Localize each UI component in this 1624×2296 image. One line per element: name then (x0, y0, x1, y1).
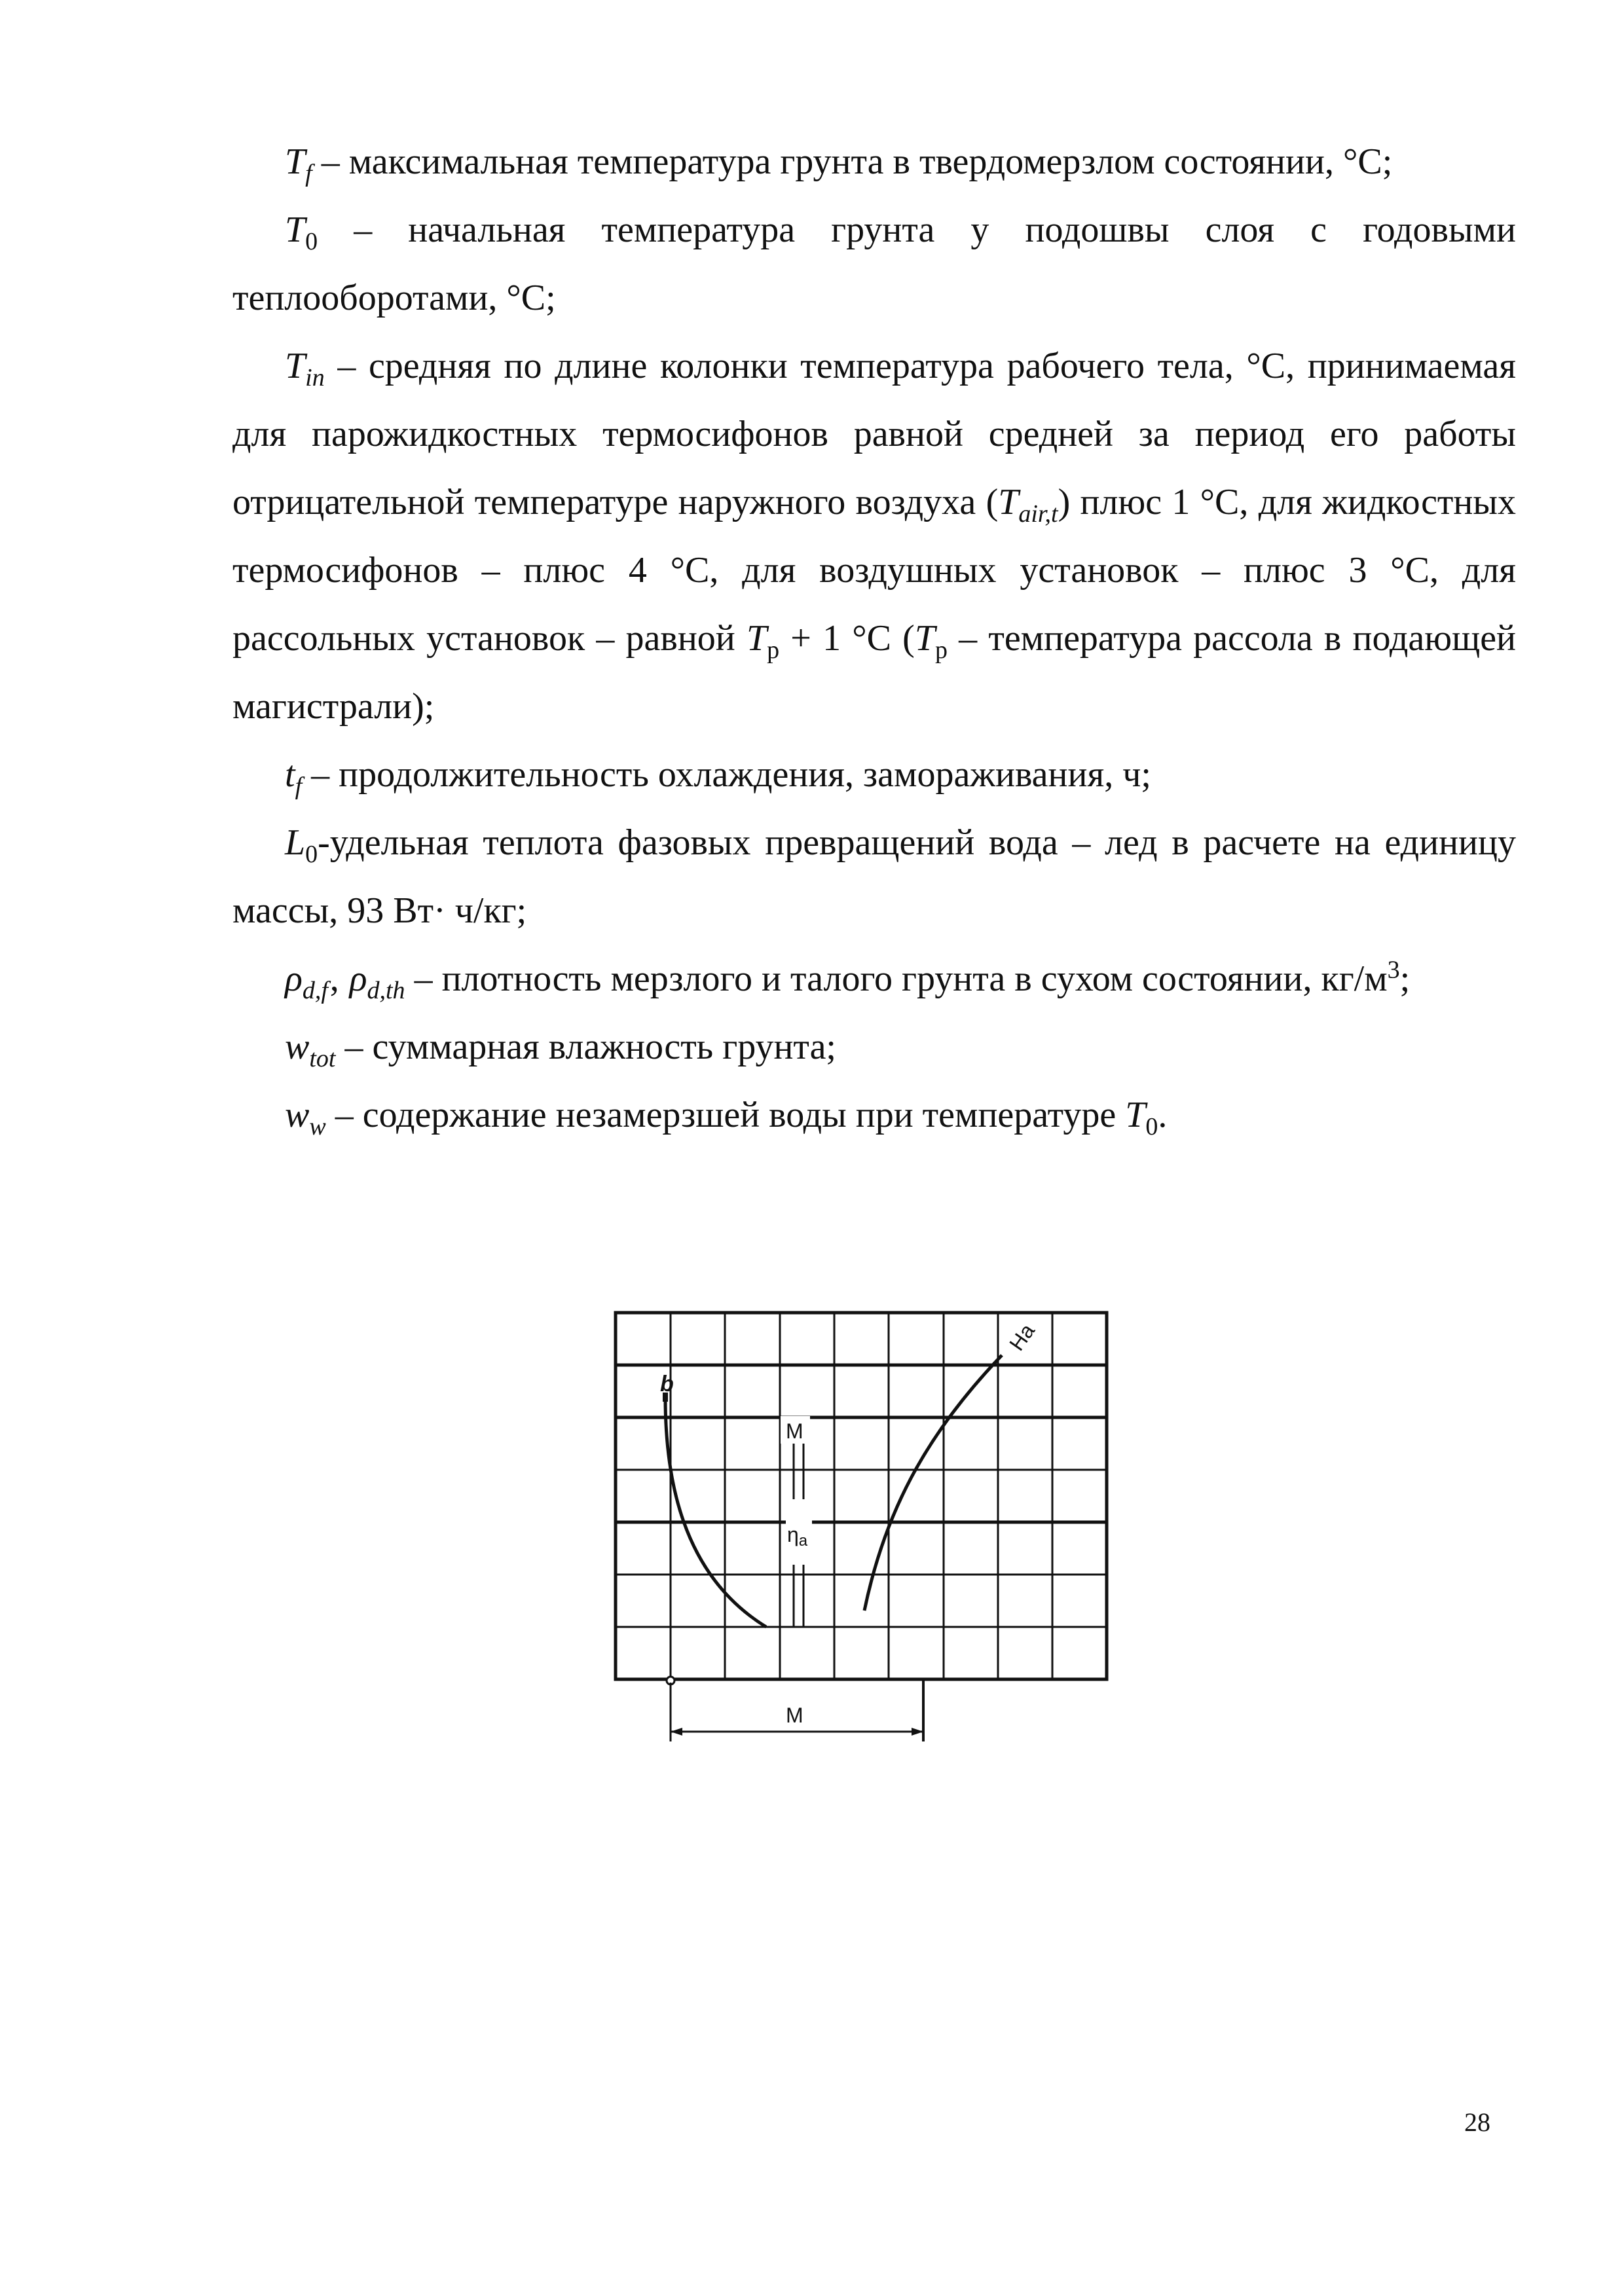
symbol-sub: 0 (305, 841, 318, 869)
definition-text-b: ) плюс 1 °С, для жидкостных термосифонов – плюс 4 °С, для воздушных установок – плюс 3 °С, для рассольных установок – равной (232, 482, 1516, 659)
definition-text: – плотность мерзлого и талого грунта в сухом состоянии, кг/м (405, 958, 1388, 999)
definition-t0 (232, 196, 1516, 332)
grid (616, 1313, 1107, 1679)
symbol: T (285, 210, 306, 250)
symbol: t (285, 754, 295, 795)
definition-text: – суммарная влажность грунта; (335, 1027, 836, 1067)
dimension-arrow-right (912, 1728, 923, 1736)
symbol: L (285, 822, 306, 863)
bold-rows (616, 1365, 1107, 1522)
symbol: w (285, 1095, 310, 1135)
definitions-text (232, 128, 1516, 1149)
label-m-bottom: M (786, 1704, 803, 1727)
curve-ha (864, 1355, 1002, 1611)
definition-text: – продолжительность охлаждения, замораживания, ч; (302, 754, 1151, 795)
definition-text-b: ; (1399, 958, 1411, 999)
dimension-arrow-left (671, 1728, 682, 1736)
definition-tf (232, 128, 1516, 196)
symbol: T (285, 346, 306, 386)
label-ha: Ha (1005, 1319, 1040, 1355)
definition-rho (232, 945, 1516, 1013)
tp-sub: p (767, 636, 780, 665)
definition-text-c: + 1 °С ( (779, 618, 915, 659)
definition-ww (232, 1081, 1516, 1149)
tp-sub-2: p (934, 636, 948, 665)
curve-b (665, 1398, 766, 1627)
page-number: 28 (1464, 2107, 1490, 2137)
unit-sup: 3 (1387, 956, 1400, 984)
symbol-sub: d,f (302, 977, 328, 1005)
label-b: b (660, 1372, 674, 1396)
definition-tin (232, 332, 1516, 740)
definition-text: -удельная теплота фазовых превращений вода – лед в расчете на единицу массы, 93 Вт· ч/кг; (232, 822, 1516, 931)
symbol: ρ (285, 958, 303, 999)
symbol-sub: 0 (305, 228, 318, 256)
end-symbol-sub: 0 (1145, 1113, 1158, 1141)
end-symbol: T (1125, 1095, 1146, 1135)
definition-tf-time (232, 740, 1516, 809)
definition-text-b: . (1158, 1095, 1168, 1135)
symbol-sub: f (305, 160, 312, 188)
symbol: T (285, 141, 306, 182)
symbol: w (285, 1027, 310, 1067)
eta-sub: a (798, 1532, 808, 1550)
grid-frame (616, 1313, 1107, 1679)
inner-symbol-sub: air,t (1018, 500, 1058, 528)
definition-wtot (232, 1013, 1516, 1081)
symbol-sub: f (295, 773, 303, 801)
nomogram-diagram (609, 1306, 1120, 1771)
definition-text: – максимальная температура грунта в твердомерзлом состоянии, °С; (312, 141, 1393, 182)
inner-symbol: T (998, 482, 1019, 522)
label-m-top: M (786, 1419, 803, 1443)
definition-text: – начальная температура грунта у подошвы слоя с годовыми теплооборотами, °С; (232, 210, 1516, 318)
symbol-sub: tot (309, 1045, 336, 1073)
separator: ‚ (327, 958, 350, 999)
definition-text-d: – температура рассола в подающей магистрали); (232, 618, 1517, 727)
symbol-2: ρ (349, 958, 367, 999)
tp-symbol: T (746, 618, 767, 659)
definition-l0 (232, 809, 1516, 945)
eta-symbol: η (787, 1523, 799, 1546)
definition-text: – содержание незамерзшей воды при температуре (325, 1095, 1126, 1135)
definition-text: – средняя по длине колонки температура рабочего тела, °С, принимаемая для парожидкостных термосифонов равной средней за период его работы отрицательной температуре наружного воздуха ( (232, 346, 1516, 522)
symbol-sub: w (309, 1113, 326, 1141)
symbol-2-sub: d,th (367, 977, 405, 1005)
symbol-sub: in (305, 364, 325, 392)
tp-symbol-2: T (914, 618, 935, 659)
